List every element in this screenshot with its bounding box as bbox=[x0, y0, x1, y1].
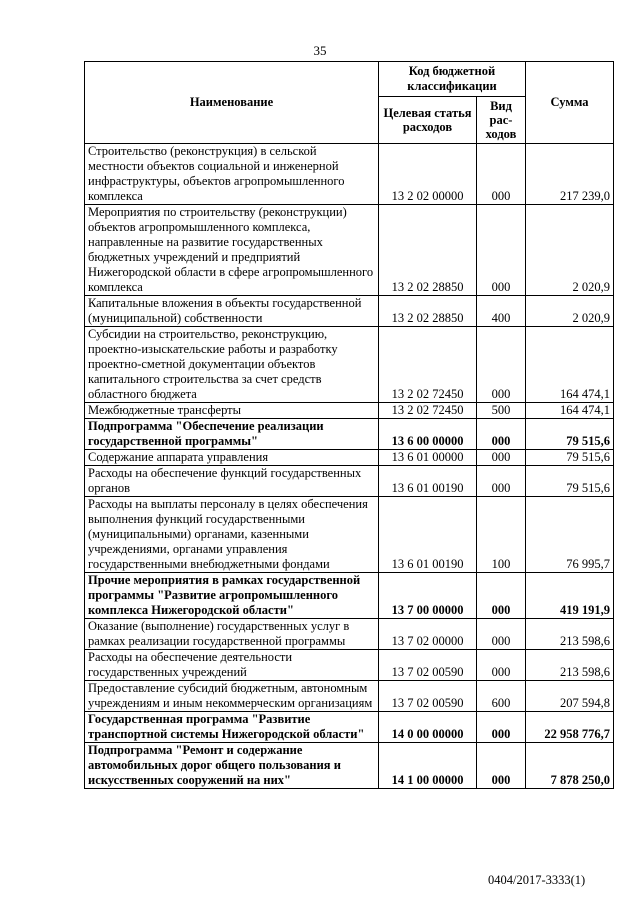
row-code: 13 2 02 72450 bbox=[379, 403, 477, 419]
row-sum: 217 239,0 bbox=[526, 144, 614, 205]
header-expense-type: Вид рас-ходов bbox=[477, 97, 526, 144]
row-expense-type: 400 bbox=[477, 296, 526, 327]
row-expense-type: 000 bbox=[477, 466, 526, 497]
row-sum: 79 515,6 bbox=[526, 419, 614, 450]
header-target-article: Целевая статья расходов bbox=[379, 97, 477, 144]
table-row bbox=[85, 450, 614, 466]
row-name: Строительство (реконструкция) в сельской местности объектов социальной и инженерной инфраструктуры, объектов агропромышленного комплекса bbox=[85, 144, 379, 205]
row-name: Межбюджетные трансферты bbox=[85, 403, 379, 419]
row-code: 13 2 02 28850 bbox=[379, 296, 477, 327]
row-name: Подпрограмма "Обеспечение реализации государственной программы" bbox=[85, 419, 379, 450]
row-expense-type: 000 bbox=[477, 327, 526, 403]
table-row bbox=[85, 403, 614, 419]
row-name: Государственная программа "Развитие транспортной системы Нижегородской области" bbox=[85, 712, 379, 743]
row-code: 13 6 01 00190 bbox=[379, 497, 477, 573]
row-name: Расходы на обеспечение деятельности государственных учреждений bbox=[85, 650, 379, 681]
row-code: 13 2 02 00000 bbox=[379, 144, 477, 205]
table-row bbox=[85, 681, 614, 712]
header-name: Наименование bbox=[85, 62, 379, 144]
row-expense-type: 000 bbox=[477, 712, 526, 743]
row-expense-type: 000 bbox=[477, 619, 526, 650]
row-sum: 76 995,7 bbox=[526, 497, 614, 573]
row-sum: 2 020,9 bbox=[526, 205, 614, 296]
row-expense-type: 000 bbox=[477, 743, 526, 789]
page-number: 35 bbox=[313, 43, 327, 58]
row-sum: 7 878 250,0 bbox=[526, 743, 614, 789]
row-sum: 79 515,6 bbox=[526, 466, 614, 497]
table-row bbox=[85, 205, 614, 296]
row-sum: 419 191,9 bbox=[526, 573, 614, 619]
row-expense-type: 000 bbox=[477, 573, 526, 619]
row-sum: 164 474,1 bbox=[526, 327, 614, 403]
row-sum: 207 594,8 bbox=[526, 681, 614, 712]
document-code: 0404/2017-3333(1) bbox=[488, 873, 586, 887]
row-sum: 164 474,1 bbox=[526, 403, 614, 419]
row-name: Субсидии на строительство, реконструкцию, проектно-изыскательские работы и разработку проектно-сметной документации объектов капитального строительства за счет средств областного бюджета bbox=[85, 327, 379, 403]
row-code: 13 2 02 72450 bbox=[379, 327, 477, 403]
row-expense-type: 100 bbox=[477, 497, 526, 573]
row-code: 13 2 02 28850 bbox=[379, 205, 477, 296]
row-code: 13 7 02 00000 bbox=[379, 619, 477, 650]
table-row bbox=[85, 743, 614, 789]
row-sum: 79 515,6 bbox=[526, 450, 614, 466]
table-body bbox=[85, 144, 614, 789]
row-name: Расходы на обеспечение функций государственных органов bbox=[85, 466, 379, 497]
table-row bbox=[85, 144, 614, 205]
row-name: Оказание (выполнение) государственных услуг в рамках реализации государственной программы bbox=[85, 619, 379, 650]
row-code: 13 6 01 00000 bbox=[379, 450, 477, 466]
row-name: Предоставление субсидий бюджетным, автономным учреждениям и иным некоммерческим организациям bbox=[85, 681, 379, 712]
row-expense-type: 500 bbox=[477, 403, 526, 419]
row-name: Мероприятия по строительству (реконструкции) объектов агропромышленного комплекса, направленные на развитие государственных бюджетных учреждений и предприятий Нижегородской области в сфере агропромышленного комплекса bbox=[85, 205, 379, 296]
table-row bbox=[85, 296, 614, 327]
row-code: 14 0 00 00000 bbox=[379, 712, 477, 743]
table-row bbox=[85, 650, 614, 681]
row-code: 13 6 00 00000 bbox=[379, 419, 477, 450]
row-name: Расходы на выплаты персоналу в целях обеспечения выполнения функций государственными (муниципальными) органами, казенными учреждениями, органами управления государственными внебюджетными фондами bbox=[85, 497, 379, 573]
row-code: 13 7 00 00000 bbox=[379, 573, 477, 619]
budget-table bbox=[84, 61, 614, 789]
row-expense-type: 000 bbox=[477, 450, 526, 466]
row-name: Подпрограмма "Ремонт и содержание автомобильных дорог общего пользования и искусственных сооружений на них" bbox=[85, 743, 379, 789]
table-row bbox=[85, 419, 614, 450]
row-code: 14 1 00 00000 bbox=[379, 743, 477, 789]
row-sum: 2 020,9 bbox=[526, 296, 614, 327]
row-name: Капитальные вложения в объекты государственной (муниципальной) собственности bbox=[85, 296, 379, 327]
row-expense-type: 000 bbox=[477, 650, 526, 681]
table-row bbox=[85, 497, 614, 573]
row-sum: 213 598,6 bbox=[526, 619, 614, 650]
row-expense-type: 000 bbox=[477, 419, 526, 450]
header-sum: Сумма bbox=[526, 62, 614, 144]
header-code-group: Код бюджетной классификации bbox=[379, 62, 526, 97]
row-sum: 213 598,6 bbox=[526, 650, 614, 681]
table-row bbox=[85, 327, 614, 403]
table-row bbox=[85, 573, 614, 619]
row-code: 13 7 02 00590 bbox=[379, 650, 477, 681]
row-name: Содержание аппарата управления bbox=[85, 450, 379, 466]
row-expense-type: 000 bbox=[477, 144, 526, 205]
row-sum: 22 958 776,7 bbox=[526, 712, 614, 743]
row-name: Прочие мероприятия в рамках государственной программы "Развитие агропромышленного комплекса Нижегородской области" bbox=[85, 573, 379, 619]
row-code: 13 6 01 00190 bbox=[379, 466, 477, 497]
table-row bbox=[85, 712, 614, 743]
row-expense-type: 000 bbox=[477, 205, 526, 296]
row-expense-type: 600 bbox=[477, 681, 526, 712]
row-code: 13 7 02 00590 bbox=[379, 681, 477, 712]
table-header bbox=[85, 62, 614, 144]
table-row bbox=[85, 466, 614, 497]
table-row bbox=[85, 619, 614, 650]
